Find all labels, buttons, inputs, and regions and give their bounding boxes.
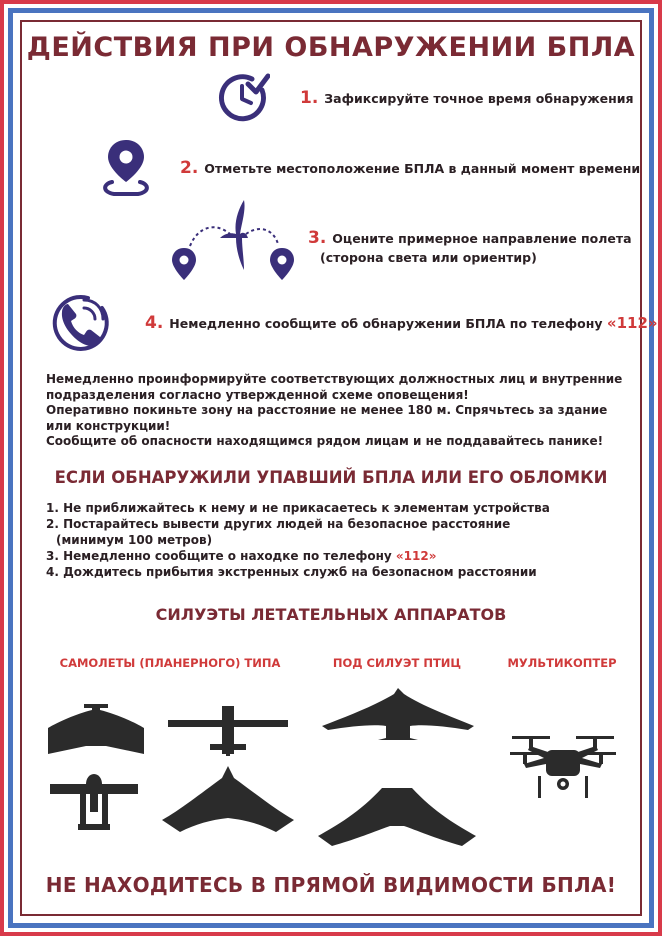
page-title: ДЕЙСТВИЯ ПРИ ОБНАРУЖЕНИИ БПЛА: [26, 32, 636, 63]
flight-direction-icon: [168, 196, 304, 288]
fallen-drone-list: [46, 500, 626, 580]
bird-wing-drone-silhouette: [318, 686, 478, 746]
list-item: 3. Немедленно сообщите о находке по телефону «112»: [46, 549, 437, 563]
instructions-block: [46, 372, 626, 450]
list-item: 1. Не приближайтесь к нему и не прикасаетесь к элементам устройства: [46, 501, 550, 515]
swept-wing-drone-silhouette: [316, 780, 478, 850]
step-3-note: (сторона света или ориентир): [320, 250, 537, 265]
list-item: 4. Дождитесь прибытия экстренных служб на безопасном расстоянии: [46, 565, 537, 579]
location-pin-icon: [98, 136, 154, 198]
instruction-line: Сообщите об опасности находящимся рядом лицам и не поддавайтесь панике!: [46, 434, 604, 448]
fallen-drone-heading: ЕСЛИ ОБНАРУЖИЛИ УПАВШИЙ БПЛА ИЛИ ЕГО ОБЛОМКИ: [54, 468, 608, 487]
plane-drone-silhouette: [164, 704, 292, 756]
silhouettes-heading: СИЛУЭТЫ ЛЕТАТЕЛЬНЫХ АППАРАТОВ: [155, 605, 507, 624]
delta-wing-drone-silhouette: [160, 764, 296, 834]
instruction-line: Немедленно проинформируйте соответствующих должностных лиц и внутренние подразделения согласно утвержденной схеме оповещения!: [46, 372, 623, 402]
quadcopter-silhouette: [508, 730, 618, 802]
footer-warning: НЕ НАХОДИТЕСЬ В ПРЯМОЙ ВИДИМОСТИ БПЛА!: [45, 873, 617, 897]
phone-number: «112»: [606, 314, 658, 332]
step-4: 4. Немедленно сообщите об обнаружении БПЛА по телефону «112»: [145, 313, 658, 333]
step-2: 2. Отметьте местоположение БПЛА в данный момент времени: [180, 158, 641, 178]
clock-check-icon: [218, 72, 270, 124]
twin-boom-drone-silhouette: [48, 766, 140, 836]
category-bird: ПОД СИЛУЭТ ПТИЦ: [332, 656, 462, 670]
step-1: 1. Зафиксируйте точное время обнаружения: [300, 88, 634, 108]
category-plane: САМОЛЕТЫ (ПЛАНЕРНОГО) ТИПА: [59, 656, 281, 670]
phone-number: «112»: [395, 549, 437, 563]
category-multicopter: МУЛЬТИКОПТЕР: [507, 656, 617, 670]
list-item: 2. Постарайтесь вывести других людей на безопасное расстояние: [46, 517, 511, 531]
list-item: (минимум 100 метров): [56, 533, 213, 547]
flying-wing-drone-silhouette: [44, 698, 148, 760]
instruction-line: Оперативно покиньте зону на расстояние не менее 180 м. Спрячьтесь за здание или конструкции!: [46, 403, 608, 433]
step-3: 3. Оцените примерное направление полета (сторона света или ориентир): [308, 228, 632, 265]
phone-icon: [48, 290, 114, 356]
